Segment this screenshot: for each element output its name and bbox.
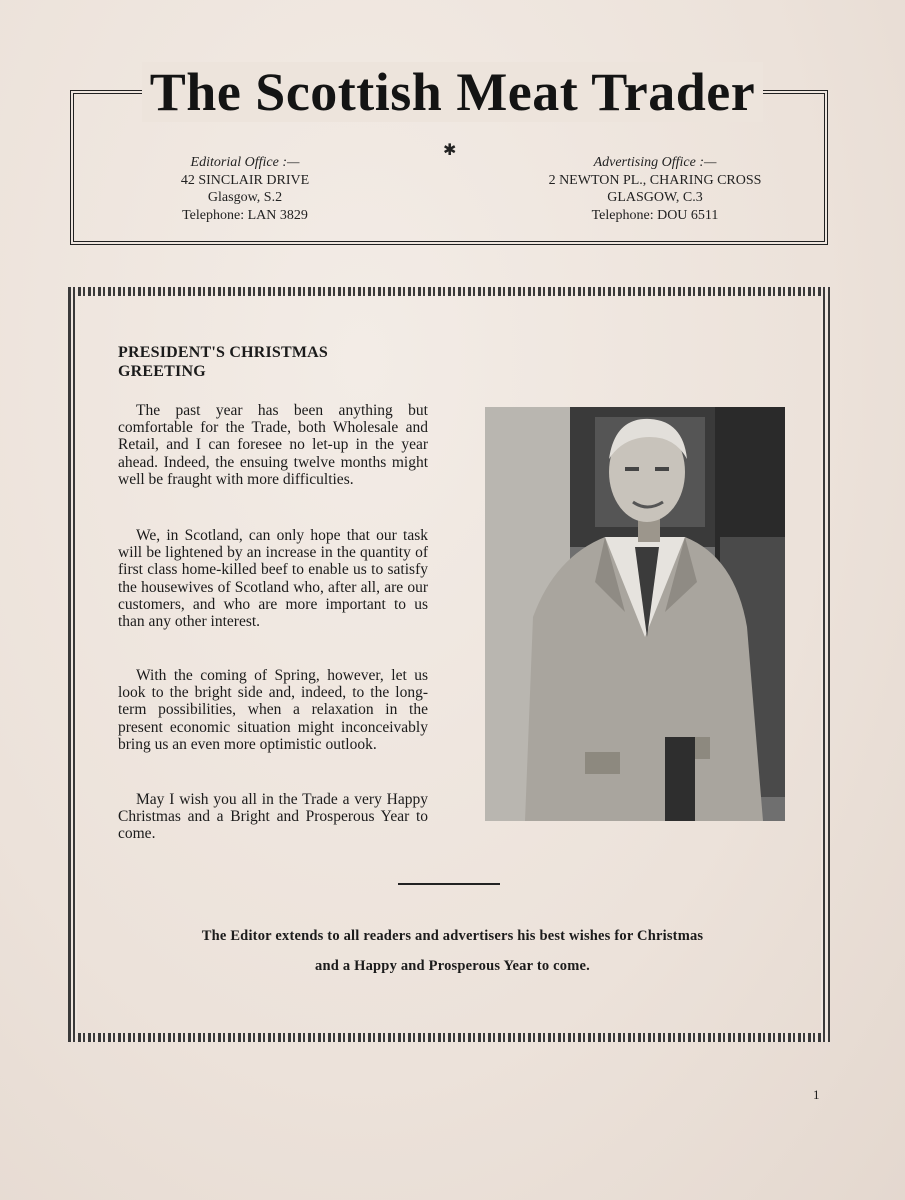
article-paragraph-4: May I wish you all in the Trade a very Happy Christmas and a Bright and Prosperous Year to come. bbox=[118, 791, 428, 843]
editorial-office-label: Editorial Office :— bbox=[190, 155, 300, 170]
article-heading: PRESIDENT'S CHRISTMAS GREETING bbox=[118, 344, 329, 380]
article-paragraph-3: With the coming of Spring, however, let us look to the bright side and, indeed, to the long-term possibilities, when a relaxation in the present economic situation might inconceivably bring us an even more optimistic outlook. bbox=[118, 667, 428, 753]
star-icon: ✱ bbox=[443, 142, 457, 159]
advertising-office-label: Advertising Office :— bbox=[593, 155, 717, 170]
editorial-office-city: Glasgow, S.2 bbox=[207, 190, 283, 205]
advertising-office-address: 2 NEWTON PL., CHARING CROSS bbox=[548, 172, 762, 188]
editorial-office-address: 42 SINCLAIR DRIVE bbox=[180, 172, 310, 188]
editor-note-line-1: The Editor extends to all readers and advertisers his best wishes for Christmas bbox=[201, 928, 704, 944]
divider-rule bbox=[398, 883, 500, 885]
page-number: 1 bbox=[813, 1087, 820, 1102]
publication-title: The Scottish Meat Trader bbox=[0, 62, 905, 122]
advertising-office bbox=[520, 154, 790, 224]
president-portrait-photo bbox=[485, 407, 785, 821]
editorial-office bbox=[140, 154, 350, 224]
advertising-office-phone: Telephone: DOU 6511 bbox=[591, 207, 719, 223]
article-paragraph-2: We, in Scotland, can only hope that our task will be lightened by an increase in the quantity of first class home-killed beef to enable us to satisfy the housewives of Scotland who, after all, are our customers, and who are more important to us than any other interest. bbox=[118, 527, 428, 631]
advertising-office-city: GLASGOW, C.3 bbox=[607, 190, 703, 205]
article-paragraph-1: The past year has been anything but comfortable for the Trade, both Wholesale and Retail, and I can foresee no let-up in the year ahead. Indeed, the ensuing twelve months might well be fraught with more difficulties. bbox=[118, 402, 428, 488]
editor-note-line-2: and a Happy and Prosperous Year to come. bbox=[315, 958, 590, 974]
editorial-office-phone: Telephone: LAN 3829 bbox=[182, 207, 308, 223]
